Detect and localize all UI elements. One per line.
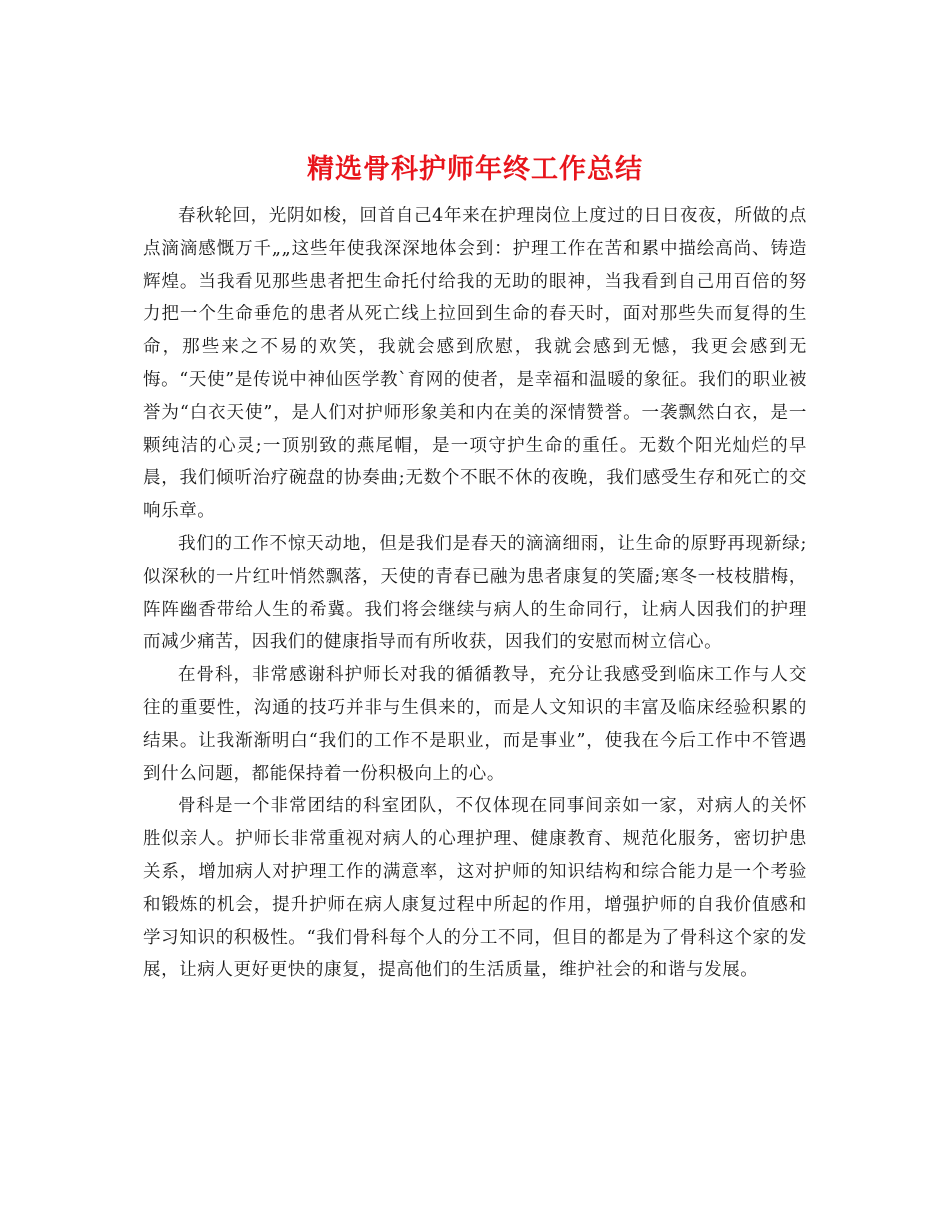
document-body: [143, 200, 807, 987]
paragraph-3: 在骨科，非常感谢科护师长对我的循循教导，充分让我感受到临床工作与人交往的重要性，沟通的技巧并非与生俱来的，而是人文知识的丰富及临床经验积累的结果。让我渐渐明白“我们的工作不是职业，而是事业”，使我在今后工作中不管遇到什么问题，都能保持着一份积极向上的心。: [143, 665, 807, 784]
paragraph-4: 骨科是一个非常团结的科室团队，不仅体现在同事间亲如一家，对病人的关怀胜似亲人。护师长非常重视对病人的心理护理、健康教育、规范化服务，密切护患关系，增加病人对护理工作的满意率，这对护师的知识结构和综合能力是一个考验和锻炼的机会，提升护师在病人康复过程中所起的作用，增强护师的自我价值感和学习知识的积极性。“我们骨科每个人的分工不同，但目的都是为了骨科这个家的发展，让病人更好更快的康复，提高他们的生活质量，维护社会的和谐与发展。: [143, 796, 807, 981]
paragraph-2: 我们的工作不惊天动地，但是我们是春天的滴滴细雨，让生命的原野再现新绿;似深秋的一片红叶悄然飘落，天使的青春已融为患者康复的笑靥;寒冬一枝枝腊梅，阵阵幽香带给人生的希冀。我们将会继续与病人的生命同行，让病人因我们的护理而减少痛苦，因我们的健康指导而有所收获，因我们的安慰而树立信心。: [143, 533, 807, 653]
paragraph-1: 春秋轮回，光阴如梭，回首自己4年来在护理岗位上度过的日日夜夜，所做的点点滴滴感慨万千„„这些年使我深深地体会到：护理工作在苦和累中描绘高尚、铸造辉煌。当我看见那些患者把生命托付给我的无助的眼神，当我看到自己用百倍的努力把一个生命垂危的患者从死亡线上拉回到生命的春天时，面对那些失而复得的生命，那些来之不易的欢笑，我就会感到欣慰，我就会感到无憾，我更会感到无悔。“天使”是传说中神仙医学教`育网的使者，是幸福和温暖的象征。我们的职业被誉为“白衣天使”，是人们对护师形象美和内在美的深情赞誉。一袭飘然白衣，是一颗纯洁的心灵;一顶别致的燕尾帽，是一项守护生命的重任。无数个阳光灿烂的早晨，我们倾听治疗碗盘的协奏曲;无数个不眠不休的夜晚，我们感受生存和死亡的交响乐章。: [143, 206, 807, 522]
document-title: 精选骨科护师年终工作总结: [307, 154, 643, 186]
